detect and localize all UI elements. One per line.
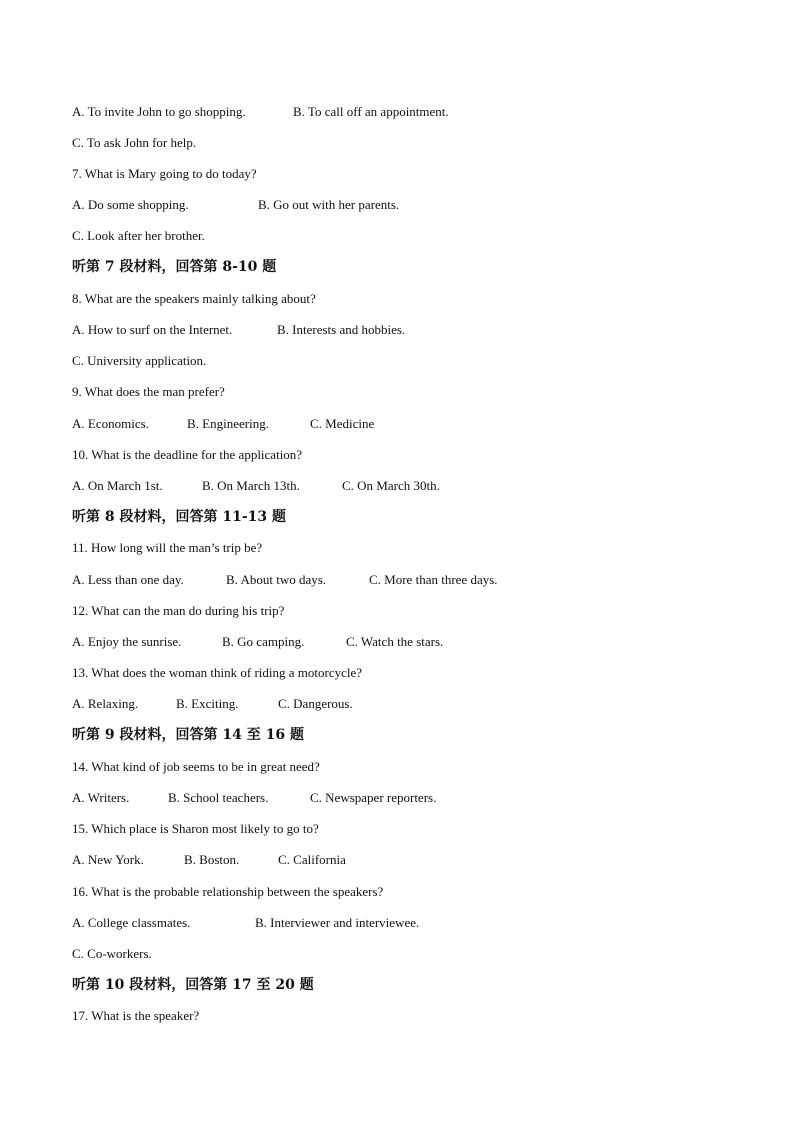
option: B. Interests and hobbies. (277, 322, 406, 337)
question-15: 15. Which place is Sharon most likely to go to? (72, 821, 319, 836)
option: A. Economics. (72, 416, 149, 431)
option: C. Look after her brother. (72, 228, 205, 243)
option: B. Interviewer and interviewee. (255, 915, 420, 930)
option: C. To ask John for help. (72, 135, 197, 150)
question-17: 17. What is the speaker? (72, 1008, 200, 1023)
question-11: 11. How long will the man’s trip be? (72, 540, 263, 555)
option: A. New York. (72, 852, 144, 867)
option: A. On March 1st. (72, 478, 163, 493)
question-10: 10. What is the deadline for the application? (72, 447, 303, 462)
option: C. California (278, 852, 346, 867)
option: A. Enjoy the sunrise. (72, 634, 182, 649)
option: A. How to surf on the Internet. (72, 322, 233, 337)
option: B. Engineering. (187, 416, 269, 431)
option: A. Relaxing. (72, 696, 139, 711)
option: B. On March 13th. (202, 478, 300, 493)
option: A. Do some shopping. (72, 197, 189, 212)
option: C. More than three days. (369, 572, 498, 587)
question-13: 13. What does the woman think of riding a motorcycle? (72, 665, 363, 680)
section-heading: 听第 8 段材料，回答第 11-13 题 (72, 509, 287, 525)
option: C. Newspaper reporters. (310, 790, 437, 805)
option: C. University application. (72, 353, 207, 368)
question-14: 14. What kind of job seems to be in great need? (72, 759, 320, 774)
option: B. School teachers. (168, 790, 269, 805)
option: B. Exciting. (176, 696, 239, 711)
question-8: 8. What are the speakers mainly talking about? (72, 291, 316, 306)
option: B. Boston. (184, 852, 240, 867)
option: A. Less than one day. (72, 572, 184, 587)
option: C. Medicine (310, 416, 375, 431)
option: A. Writers. (72, 790, 130, 805)
question-7: 7. What is Mary going to do today? (72, 166, 257, 181)
section-heading: 听第 9 段材料，回答第 14 至 16 题 (72, 727, 304, 743)
section-heading: 听第 10 段材料，回答第 17 至 20 题 (72, 977, 314, 993)
option: A. College classmates. (72, 915, 191, 930)
question-9: 9. What does the man prefer? (72, 384, 225, 399)
option: C. On March 30th. (342, 478, 440, 493)
option: A. To invite John to go shopping. (72, 104, 246, 119)
option: B. About two days. (226, 572, 327, 587)
question-16: 16. What is the probable relationship between the speakers? (72, 884, 384, 899)
option: B. Go out with her parents. (258, 197, 400, 212)
section-heading: 听第 7 段材料，回答第 8-10 题 (72, 259, 277, 275)
option: C. Dangerous. (278, 696, 353, 711)
option: C. Co-workers. (72, 946, 152, 961)
option: B. Go camping. (222, 634, 305, 649)
option: B. To call off an appointment. (293, 104, 449, 119)
option: C. Watch the stars. (346, 634, 444, 649)
question-12: 12. What can the man do during his trip? (72, 603, 285, 618)
